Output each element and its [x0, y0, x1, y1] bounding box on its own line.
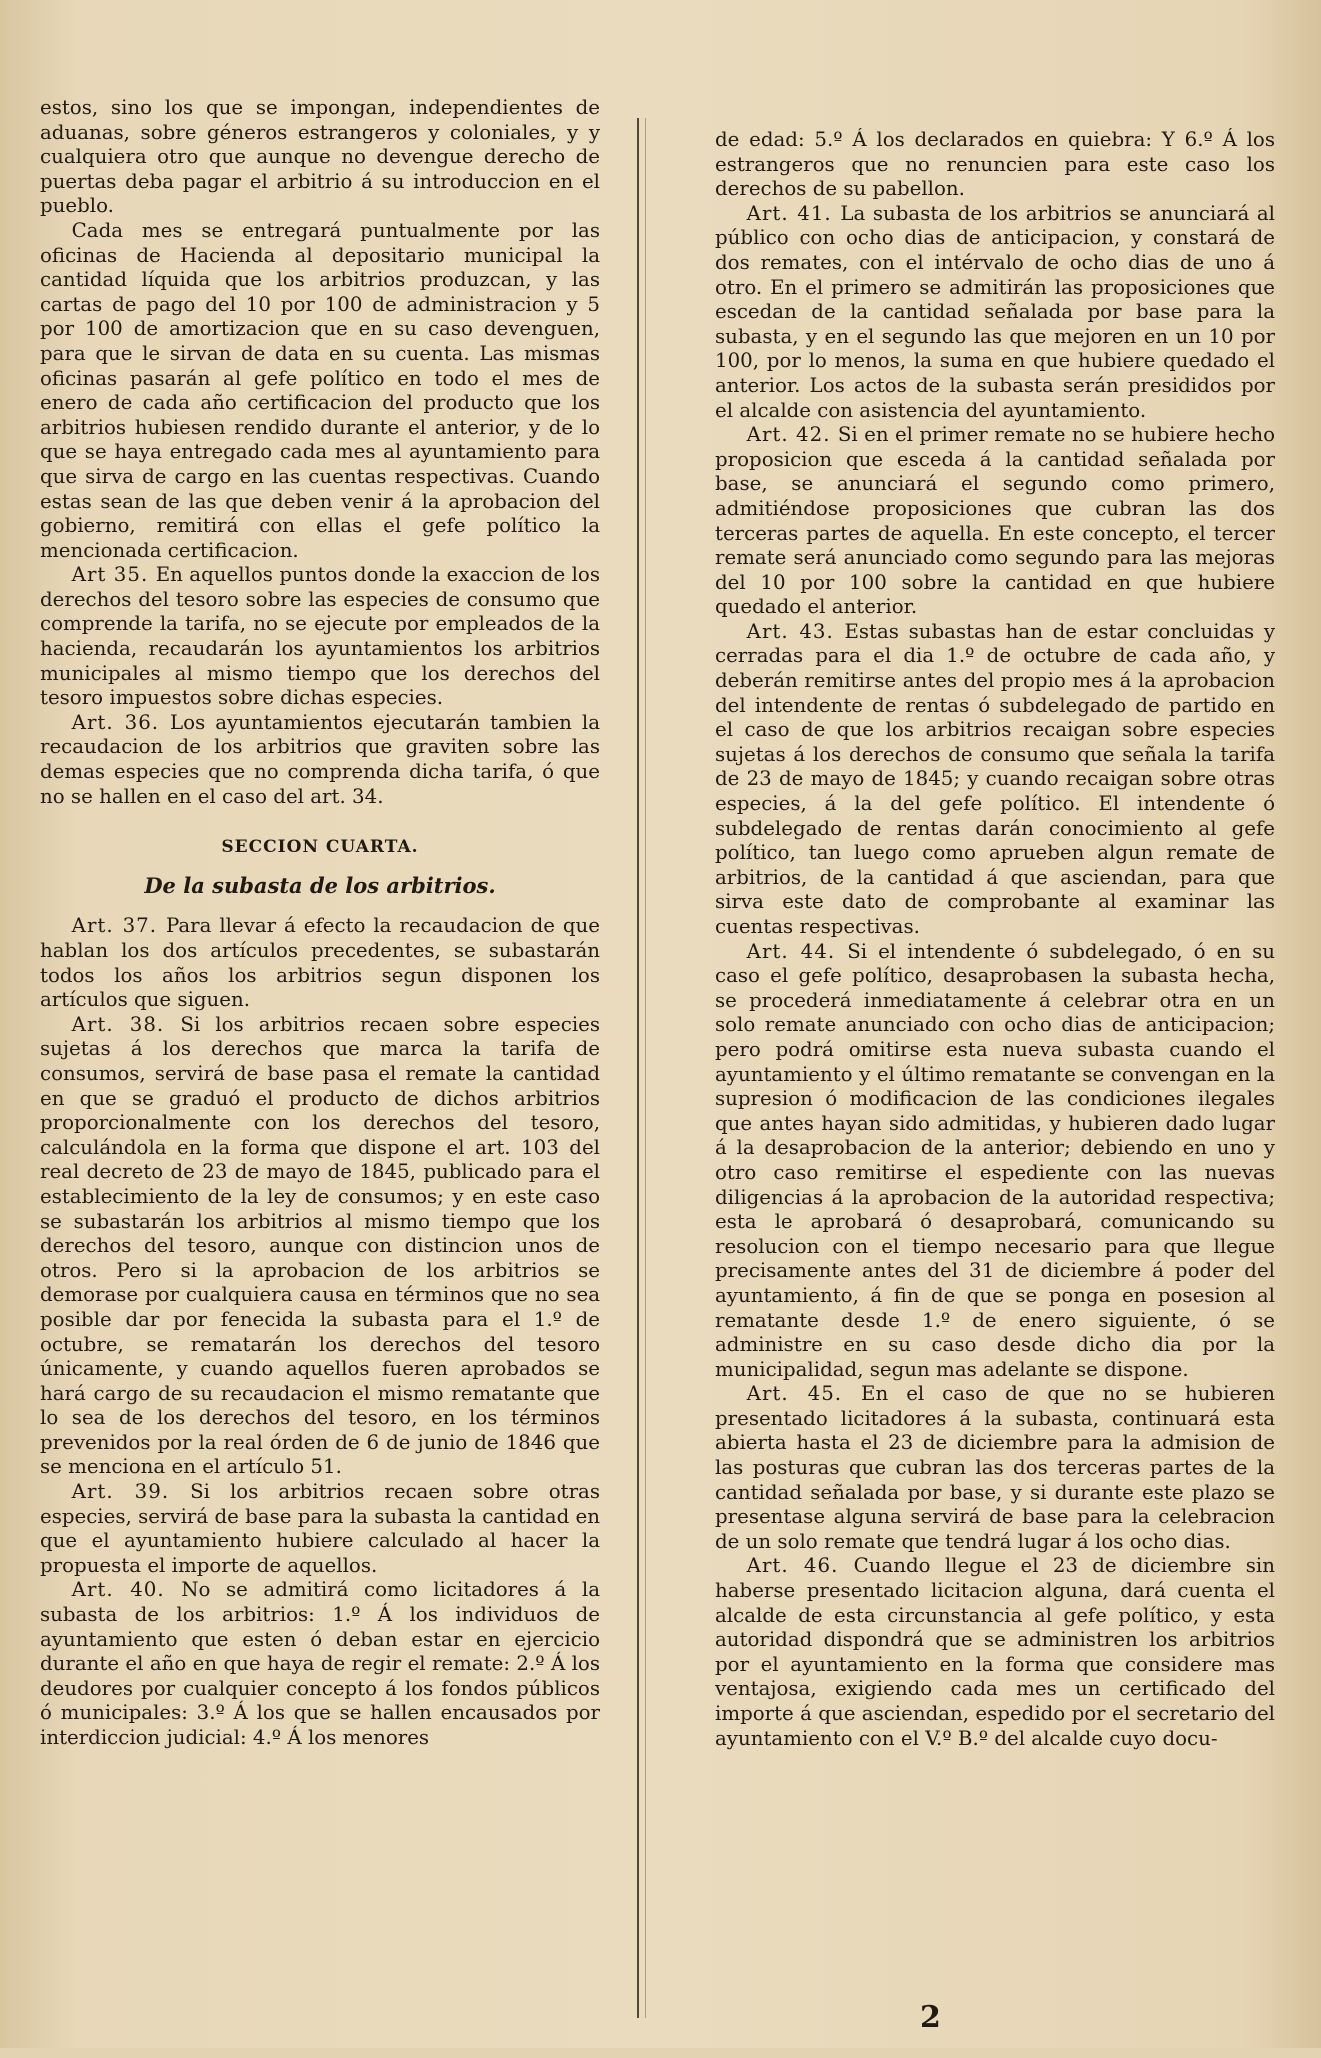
paragraph — [715, 620, 1275, 940]
article-number: Art. 36. — [71, 710, 171, 734]
column-divider — [637, 118, 639, 2018]
paragraph-text: La subasta de los arbitrios se anunciará al público con ocho dias de anticipacion, y constará de dos remates, con el intérvalo de ocho dias de uno á otro. En el primero se admitirán las proposiciones que escedan de la cantidad señalada por base para la subasta, y en el segundo las que mejoren en un 10 por 100, por lo menos, la suma en que hubiere quedado el anterior. Los actos de la subasta serán presididos por el alcalde con asistencia del ayuntamiento. — [715, 201, 1275, 422]
paragraph — [715, 423, 1275, 620]
paragraph-text: Si los arbitrios recaen sobre otras especies, servirá de base para la subasta la cantidad en que el ayuntamiento hubiere calculado al hacer la propuesta el importe de aquellos. — [40, 1480, 600, 1577]
section-subtitle: De la subasta de los arbitrios. — [144, 872, 496, 898]
paragraph-text: En aquellos puntos donde la exaccion de los derechos del tesoro sobre las especies de consumo que comprende la tarifa, no se ejecute por empleados de la hacienda, recaudarán los ayuntamientos los arbitrios municipales al mismo tiempo que los derechos del tesoro impuestos sobre dichas especies. — [40, 563, 600, 710]
paragraph-text: Si en el primer remate no se hubiere hecho proposicion que esceda á la cantidad señalada por base, se anunciará el segundo como primero, admitiéndose proposiciones que cubran las dos terceras partes de aquella. En este concepto, el tercer remate será anunciado como segundo para las mejoras del 10 por 100 sobre la cantidad en que hubiere quedado el anterior. — [715, 423, 1275, 619]
article-number: Art. 40. — [71, 1578, 182, 1602]
article-number: Art. 44. — [746, 939, 848, 963]
article-number: Art 35. — [71, 563, 156, 587]
left-column-articles — [40, 96, 600, 809]
paragraph — [40, 219, 600, 563]
paragraph — [40, 914, 600, 1012]
paragraph-text: En el caso de que no se hubieren presentado licitadores á la subasta, continuará esta abierta hasta el 23 de diciembre para la admision de las posturas que cubran las dos terceras partes de la cantidad señalada por base, y si durante este plazo se presentase alguna servirá de base para la celebracion de un solo remate que tendrá lugar á los ocho dias. — [715, 1382, 1275, 1553]
paragraph — [40, 96, 600, 219]
paragraph-text: Para llevar á efecto la recaudacion de que hablan los dos artículos precedentes, se subastarán todos los años los arbitrios segun disponen los artículos que siguen. — [40, 914, 600, 1012]
paragraph-text: No se admitirá como licitadores á la subasta de los arbitrios: 1.º Á los individuos de ayuntamiento que esten ó deban estar en ejercicio durante el año en que haya de regir el remate: 2.º Á los deudores por cualquier concepto á los fondos públicos ó municipales: 3.º Á los que se hallen encausados por interdiccion judicial: 4.º Á los menores — [40, 1578, 600, 1749]
article-number: Art. 39. — [71, 1480, 191, 1504]
paragraph — [40, 563, 600, 711]
paragraph — [40, 1578, 600, 1750]
paragraph-text: estos, sino los que se impongan, independientes de aduanas, sobre géneros estrangeros y coloniales, y y cualquiera otro que aunque no devengue derecho de puertas deba pagar el arbitrio á su introduccion en el pueblo. — [40, 96, 600, 218]
paragraph — [40, 1013, 600, 1480]
right-column — [715, 128, 1275, 2058]
paragraph — [715, 202, 1275, 423]
paragraph-text: Si los arbitrios recaen sobre especies sujetas á los derechos que marca la tarifa de consumos, servirá de base pasa el remate la cantidad en que se graduó el producto de dichos arbitrios proporcionalmente con los derechos del tesoro, calculándola en la forma que dispone el art. 103 del real decreto de 23 de mayo de 1845, publicado para el establecimiento de la ley de consumos; y en este caso se subastarán los arbitrios al mismo tiempo que los derechos del tesoro, aunque con distincion unos de otros. Pero si la aprobacion de los arbitrios se demorase por cualquiera causa en términos que no sea posible dar por fenecida la subasta para el 1.º de octubre, se rematarán los derechos del tesoro únicamente, y cuando aquellos fueren aprobados se hará cargo de su recaudacion el mismo rematante que lo sea de los derechos del tesoro, en los términos prevenidos por la real órden de 6 de junio de 1846 que se menciona en el artículo 51. — [40, 1012, 600, 1479]
page-number: 2 — [920, 2000, 941, 2035]
paragraph-text: Si el intendente ó subdelegado, ó en su caso el gefe político, desaprobasen la subasta hecha, se procederá inmediatamente á celebrar otra en un solo remate anunciado con ocho dias de anticipacion; pero podrá omitirse esta nueva subasta cuando el ayuntamiento y el último rematante se convengan en la supresion ó modificacion de las condiciones ilegales que antes hayan sido admitidas, y hubieren dado lugar á la desaprobacion de la anterior; debiendo en uno y otro caso remitirse el espediente con las nuevas diligencias á la aprobacion de la autoridad respectiva; esta le aprobará ó desaprobará, comunicando su resolucion con el tiempo necesario para que llegue precisamente antes del 31 de diciembre á poder del ayuntamiento, á fin de que se ponga en posesion al rematante desde 1.º de enero siguiente, ó se administre en su caso desde dicho dia por la municipalidad, segun mas adelante se dispone. — [715, 939, 1275, 1381]
left-column-articles-2 — [40, 914, 600, 1750]
section-title: SECCION CUARTA. — [221, 837, 419, 858]
column-divider-secondary — [645, 118, 646, 2018]
paragraph-text: de edad: 5.º Á los declarados en quiebra: Y 6.º Á los estrangeros que no renuncien para este caso los derechos de su pabellon. — [715, 128, 1275, 201]
article-number: Art. 43. — [746, 619, 845, 643]
paragraph-text: Cada mes se entregará puntualmente por las oficinas de Hacienda al depositario municipal la cantidad líquida que los arbitrios produzcan, y las cartas de pago del 10 por 100 de administracion y 5 por 100 de amortizacion que en su caso devenguen, para que le sirvan de data en su cuenta. Las mismas oficinas pasarán al gefe político en todo el mes de enero de cada año certificacion del producto que los arbitrios hubiesen rendido durante el anterior, y de lo que se haya entregado cada mes al ayuntamiento para que sirva de cargo en las cuentas respectivas. Cuando estas sean de las que deben venir á la aprobacion del gobierno, remitirá con ellas el gefe político la mencionada certificacion. — [40, 218, 600, 562]
paragraph-text: Los ayuntamientos ejecutarán tambien la recaudacion de los arbitrios que graviten sobre las demas especies que no comprenda dicha tarifa, ó que no se hallen en el caso del art. 34. — [40, 710, 600, 808]
article-number: Art. 38. — [71, 1012, 181, 1036]
article-number: Art. 37. — [71, 914, 166, 938]
article-number: Art. 45. — [746, 1382, 862, 1406]
left-column — [40, 96, 600, 2026]
paragraph — [40, 711, 600, 809]
paragraph — [715, 1382, 1275, 1554]
right-column-articles — [715, 128, 1275, 1751]
paragraph-text: Cuando llegue el 23 de diciembre sin haberse presentado licitacion alguna, dará cuenta el alcalde de esta circunstancia al gefe político, y esta autoridad dispondrá que se administren los arbitrios por el ayuntamiento en la forma que considere mas ventajosa, exigiendo cada mes un certificado del importe á que asciendan, espedido por el secretario del ayuntamiento con el V.º B.º del alcalde cuyo docu- — [715, 1554, 1275, 1750]
paragraph-text: Estas subastas han de estar concluidas y cerradas para el dia 1.º de octubre de cada año, y deberán remitirse antes del propio mes á la aprobacion del intendente de rentas ó subdelegado de partido en el caso de que los arbitrios recaigan sobre especies sujetas á los derechos de consumo que señala la tarifa de 23 de mayo de 1845; y cuando recaigan sobre otras especies, á la del gefe político. El intendente ó subdelegado de rentas darán conocimiento al gefe político, tan luego como aprueben algun remate de arbitrios, de la cantidad á que asciendan, para que sirva este dato de comprobante al examinar las cuentas respectivas. — [715, 619, 1275, 938]
article-number: Art. 42. — [746, 423, 838, 447]
paragraph — [715, 1554, 1275, 1751]
article-number: Art. 46. — [746, 1554, 854, 1578]
paragraph — [715, 128, 1275, 202]
article-number: Art. 41. — [746, 201, 841, 225]
paragraph — [40, 1480, 600, 1578]
paragraph — [715, 940, 1275, 1383]
